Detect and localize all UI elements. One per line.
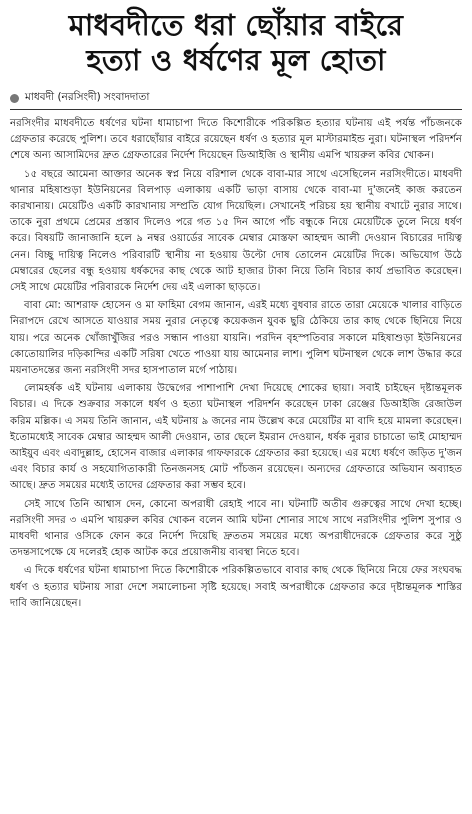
byline-text: মাধবদী (নরসিংদী) সংবাদদাতা: [25, 90, 150, 103]
byline: [10, 90, 462, 106]
paragraph-4: লোমহর্ষক এই ঘটনায় এলাকায় উদ্বেগের পাশাপাশি দেখা দিয়েছে শোকের ছায়া। সবাই চাইছেন দৃষ্টান্তমূলক বিচার। এ দিকে শুক্রবার সকালে ধর্ষণ ও হত্যা ঘটনাস্থল পরিদর্শন করেছেন ঢাকা রেঞ্জের ডিআইজি রেজাউল করিম মল্লিক। এ সময় তিনি জানান, এই ঘটনায় ৯ জনের নাম উল্লেখ করে মেয়েটির মা বাদি হয়ে মামলা করেছেন। ইতোমধ্যেই সাবেক মেম্বার আহম্মদ আলী দেওয়ান, তার ছেলে ইমরান দেওয়ান, ধর্ষক নুরার চাচাতো ভাই মোহাম্মদ আইয়ুব এবং এবাদুল্লাহ, হোসেন বাজার এলাকার গাফফারকে গ্রেফতার করা হয়েছে। এর মধ্যে ধর্ষণে জড়িত দু'জন এবং বিচার কার্য ও সহযোগিতাকারী তিনজনসহ মোট পাঁচজন রয়েছেন। অন্যদের গ্রেফতারে অভিযান অব্যাহত আছে। দ্রুত সময়ের মধ্যেই তাদের গ্রেফতার করা সম্ভব হবে।: [10, 383, 462, 492]
article-body: [10, 116, 462, 612]
headline-line-2: হত্যা ও ধর্ষণের মূল হোতা: [86, 43, 386, 77]
headline: [10, 8, 462, 78]
bullet-icon: [10, 94, 19, 103]
paragraph-1: নরসিংদীর মাধবদীতে ধর্ষণের ঘটনা ধামাচাপা দিতে কিশোরীকে পরিকল্পিত হত্যার ঘটনায় এই পর্যন্ত পাঁচজনকে গ্রেফতার করেছে পুলিশ। তবে ধরাছোঁয়ার বাইরে রয়েছেন ধর্ষণ ও হত্যার মূল মাস্টারমাইন্ড নুরা। ঘটনাস্থল পরিদর্শন শেষে অন্য আসামিদের দ্রুত গ্রেফতারের নির্দেশ দিয়েছেন ডিআইজি ও স্থানীয় এমপি খায়রুল কবির খোকন।: [10, 118, 462, 162]
paragraph-3: বাবা মো: আশরাফ হোসেন ও মা ফাহিমা বেগম জানান, এরই মধ্যে বুধবার রাতে তারা মেয়েকে খালার বাড়িতে নিরাপদে রেখে আসতে যাওয়ার সময় নুরার নেতৃত্বে কয়েকজন যুবক ছুরি ঠেকিয়ে তার কাছ থেকে ছিনিয়ে নিয়ে যায়। পরে অনেক খোঁজাখুঁজির পরও সন্ধান পাওয়া যায়নি। পরদিন বৃহস্পতিবার সকালে মহিষাশুড়া ইউনিয়নের কোতোয়ালির দড়িকান্দির একটি সরিষা খেতে পাওয়া যায় আমেনার লাশ। পুলিশ ঘটনাস্থল থেকে লাশ উদ্ধার করে ময়নাতদন্তের জন্য নরসিংদী সদর হাসপাতাল মর্গে পাঠায়।: [10, 300, 462, 377]
headline-line-1: মাধবদীতে ধরা ছোঁয়ার বাইরে: [68, 8, 404, 42]
paragraph-6: এ দিকে ধর্ষণের ঘটনা ধামাচাপা দিতে কিশোরীকে পরিকল্পিতভাবে বাবার কাছ থেকে ছিনিয়ে নিয়ে ফের সংঘবদ্ধ ধর্ষণ ও হত্যার ঘটনায় সারা দেশে সমালোচনা সৃষ্টি হয়েছে। সবাই অপরাধীকে গ্রেফতার করে দৃষ্টান্তমূলক শাস্তির দাবি জানিয়েছেন।: [10, 565, 462, 609]
paragraph-5: সেই সাথে তিনি আশ্বাস দেন, কোনো অপরাধী রেহাই পাবে না। ঘটনাটি অতীব গুরুত্বের সাথে দেখা হচ্ছে। নরসিংদী সদর ৩ এমপি খায়রুল কবির খোকন বলেন আমি ঘটনা শোনার সাথে সাথে নরসিংদীর পুলিশ সুপার ও মাধবদী থানার ওসিকে ফোন করে নির্দেশ দিয়েছি দ্রুততম সময়ের মধ্যে অপরাধীদেরকে গ্রেফতার করে সুষ্ঠু তদন্তসাপেক্ষে যে দলেরই হোক আটক করে প্রয়োজনীয় ব্যবস্থা নিতে হবে।: [10, 498, 462, 559]
paragraph-2: ১৫ বছরে আমেনা আক্তার অনেক স্বপ্ন নিয়ে বরিশাল থেকে বাবা-মার সাথে এসেছিলেন নরসিংদীতে। মাধবদী থানার মহিষাশুড়া ইউনিয়নের বিলপাড় এলাকায় একটি ভাড়া বাসায় থেকে বাবা-মা দু'জনেই কাজ করতেন কারখানায়। মেয়েটিও একটি কারখানায় সম্প্রতি যোগ দিয়েছিল। সেখানেই পরিচয় হয় স্থানীয় বখাটে নুরার সাথে। তাকে নুরা প্রথমে প্রেমের প্রস্তাব দিলেও পরে গত ১৫ দিন আগে পাঁচ বন্ধুকে নিয়ে মেয়েটিকে তুলে নিয়ে ধর্ষণ করে। বিষয়টি জানাজানি হলে ৯ নম্বর ওয়ার্ডের সাবেক মেম্বার মোস্তফা আহম্মদ আলী দেওয়ান বিচারের দায়িত্ব নেন। বিচ্ছু দায়িত্ব নিলেও পরিবারটি স্থানীয় না হওয়ায় উল্টো দোষ তোলেন মেয়েটির দিকে। অভিযোগ উঠে মেম্বারের ছেলের বন্ধু হওয়ায় ধর্ষকদের কাছ থেকে আট হাজার টাকা নিয়ে তিনি বিচার কার্য প্রভাবিত করেছেন। সেই সাথে মেয়েটির পরিবারকে নির্দেশ দেয় এই এলাকা ছাড়তে।: [10, 168, 462, 294]
divider: [10, 109, 462, 110]
